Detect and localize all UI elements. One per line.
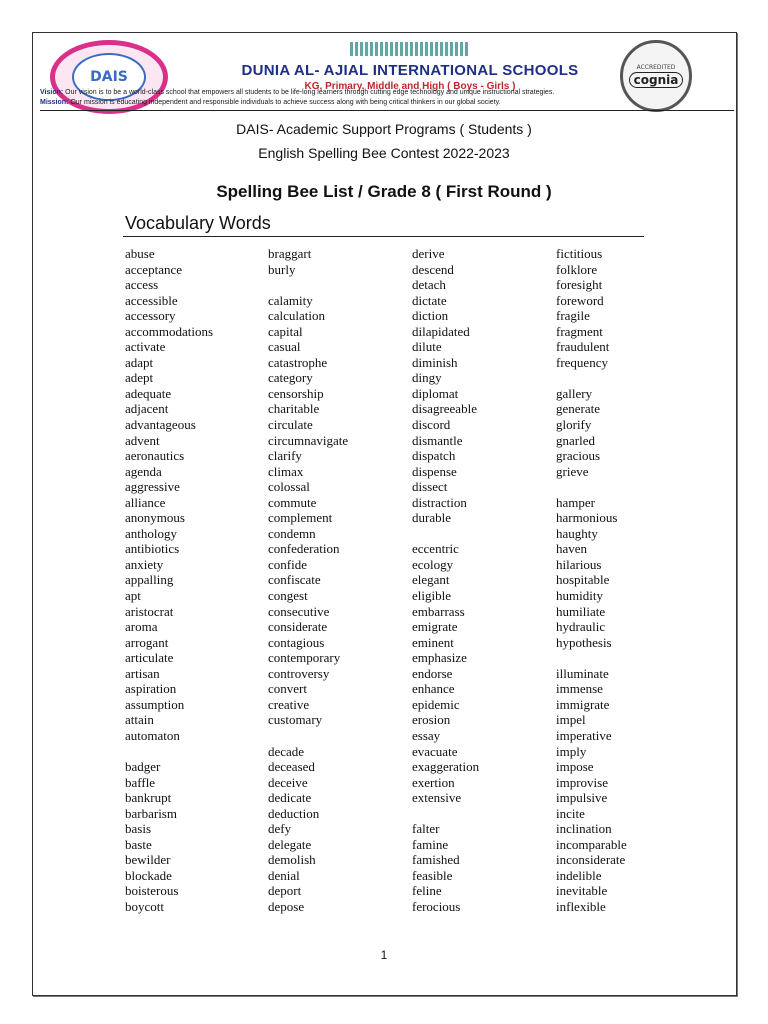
vocabulary-word: badger (125, 759, 161, 775)
vocabulary-word: activate (125, 339, 166, 355)
seal-brand: cognia (629, 72, 684, 88)
vocabulary-word: deceased (268, 759, 315, 775)
vocabulary-word: category (268, 370, 313, 386)
vocabulary-word: delegate (268, 836, 312, 852)
blank-line (125, 744, 265, 760)
vocabulary-word: adequate (125, 385, 172, 401)
vocabulary-word: famine (412, 836, 449, 852)
vocabulary-word: agenda (125, 463, 162, 479)
vocabulary-word: aspiration (125, 681, 177, 697)
program-title: DAIS- Academic Support Programs ( Students ) (236, 121, 532, 137)
vocabulary-word: dilute (412, 339, 442, 355)
blank-line (412, 526, 552, 542)
vocabulary-word: circulate (268, 417, 313, 433)
vocabulary-word: embarrass (412, 603, 465, 619)
vocabulary-word: depose (268, 898, 305, 914)
vocabulary-word: eligible (412, 588, 451, 604)
vocabulary-word: hospitable (556, 572, 610, 588)
vocabulary-word: convert (268, 681, 307, 697)
vocabulary-word: dispatch (412, 448, 456, 464)
vocabulary-word: ecology (412, 556, 454, 572)
vocabulary-word: apt (125, 588, 141, 604)
vocabulary-word: baffle (125, 774, 156, 790)
vocabulary-word: antibiotics (125, 541, 180, 557)
vocabulary-word: eminent (412, 634, 454, 650)
vocabulary-word: deduction (268, 805, 320, 821)
vocabulary-word: accessory (125, 308, 176, 324)
vocabulary-word: dismantle (412, 432, 463, 448)
vocabulary-word: hamper (556, 494, 595, 510)
vocabulary-word: epidemic (412, 696, 460, 712)
vocabulary-word: inconsiderate (556, 852, 626, 868)
vocabulary-word: inevitable (556, 883, 608, 899)
vocabulary-word: impulsive (556, 790, 608, 806)
school-title-block (190, 36, 630, 92)
vision-mission (40, 88, 734, 108)
vocabulary-word: falter (412, 821, 440, 837)
vocabulary-word: creative (268, 696, 310, 712)
header-divider (40, 110, 734, 111)
mission-line (40, 98, 734, 108)
word-column-2 (268, 246, 408, 915)
vocabulary-word: essay (412, 727, 441, 743)
vocabulary-word: decade (268, 743, 305, 759)
blank-line (268, 728, 408, 744)
vocabulary-word: detach (412, 277, 446, 293)
vocabulary-word: immense (556, 681, 603, 697)
vocabulary-word: defy (268, 821, 292, 837)
vocabulary-word: dilapidated (412, 323, 470, 339)
vocabulary-word: evacuate (412, 743, 458, 759)
vocabulary-word: advent (125, 432, 160, 448)
vision-label: Vision: (40, 89, 64, 96)
vocabulary-word: grieve (556, 463, 589, 479)
vocabulary-word: folklore (556, 261, 598, 277)
vocabulary-word: haughty (556, 525, 598, 541)
vocabulary-word: calculation (268, 308, 326, 324)
vocabulary-word: adept (125, 370, 154, 386)
vocabulary-word: incomparable (556, 836, 627, 852)
blank-line (556, 650, 696, 666)
vocabulary-word: emigrate (412, 619, 458, 635)
vocabulary-word: durable (412, 510, 451, 526)
vocabulary-word: arrogant (125, 634, 169, 650)
vocabulary-word: boisterous (125, 883, 179, 899)
blank-line (412, 806, 552, 822)
vocabulary-word: generate (556, 401, 601, 417)
seal-top-text: ACCREDITED (636, 63, 676, 71)
vocabulary-word: impose (556, 759, 594, 775)
vocabulary-word: calamity (268, 292, 313, 308)
vocabulary-word: anthology (125, 525, 177, 541)
vocabulary-word: contemporary (268, 650, 341, 666)
vocabulary-word: inclination (556, 821, 612, 837)
vocabulary-word: incite (556, 805, 585, 821)
vocabulary-word: access (125, 277, 159, 293)
vocabulary-word: basis (125, 821, 151, 837)
vocabulary-word: illuminate (556, 665, 609, 681)
vocabulary-word: colossal (268, 479, 310, 495)
vocabulary-word: derive (412, 246, 445, 261)
blank-line (556, 479, 696, 495)
page-number: 1 (380, 948, 388, 962)
vocabulary-word: hydraulic (556, 619, 606, 635)
vocabulary-word: attain (125, 712, 154, 728)
vocabulary-word: contagious (268, 634, 325, 650)
vocabulary-word: improvise (556, 774, 608, 790)
vocabulary-word: ferocious (412, 898, 461, 914)
vocabulary-word: denial (268, 867, 300, 883)
vocabulary-word: elegant (412, 572, 450, 588)
vocabulary-word: diminish (412, 354, 458, 370)
vocabulary-word: boycott (125, 898, 164, 914)
vocabulary-word: imply (556, 743, 587, 759)
vocabulary-word: climax (268, 463, 304, 479)
vocabulary-word: capital (268, 323, 303, 339)
vocabulary-word: humidity (556, 588, 603, 604)
vocabulary-word: distraction (412, 494, 467, 510)
vocabulary-word: abuse (125, 246, 155, 261)
vocabulary-word: descend (412, 261, 454, 277)
vocabulary-word: bewilder (125, 852, 171, 868)
vocabulary-word: circumnavigate (268, 432, 349, 448)
vocabulary-word: gnarled (556, 432, 595, 448)
vocabulary-word: charitable (268, 401, 320, 417)
section-divider (123, 236, 644, 237)
vocabulary-word: imperative (556, 727, 612, 743)
school-name: DUNIA AL- AJIAL INTERNATIONAL SCHOOLS (241, 62, 579, 79)
vocabulary-word: condemn (268, 525, 316, 541)
vocabulary-word: emphasize (412, 650, 467, 666)
vocabulary-word: braggart (268, 246, 312, 261)
vocabulary-word: aggressive (125, 479, 180, 495)
vocabulary-word: assumption (125, 696, 185, 712)
vocabulary-word: catastrophe (268, 354, 328, 370)
vocabulary-word: customary (268, 712, 323, 728)
vocabulary-word: fragment (556, 323, 603, 339)
vocabulary-word: exertion (412, 774, 455, 790)
list-title: Spelling Bee List / Grade 8 ( First Round ) (216, 182, 552, 201)
vocabulary-word: deport (268, 883, 302, 899)
vocabulary-word: accessible (125, 292, 178, 308)
vocabulary-word: adjacent (125, 401, 169, 417)
vocabulary-word: congest (268, 588, 308, 604)
word-column-4 (556, 246, 696, 915)
vocabulary-word: hilarious (556, 556, 602, 572)
vocabulary-word: fragile (556, 308, 590, 324)
vocabulary-word: considerate (268, 619, 328, 635)
vocabulary-word: inflexible (556, 898, 606, 914)
vocabulary-word: impel (556, 712, 586, 728)
vocabulary-word: advantageous (125, 417, 196, 433)
vision-line (40, 88, 734, 98)
vocabulary-word: consecutive (268, 603, 330, 619)
vocabulary-word: censorship (268, 385, 324, 401)
vocabulary-word: confide (268, 556, 307, 572)
vocabulary-word: deceive (268, 774, 308, 790)
vocabulary-word: fraudulent (556, 339, 610, 355)
vocabulary-word: confiscate (268, 572, 321, 588)
vocabulary-word: controversy (268, 665, 330, 681)
vocabulary-word: hypothesis (556, 634, 612, 650)
vocabulary-word: aroma (125, 619, 158, 635)
vocabulary-word: complement (268, 510, 333, 526)
vocabulary-word: enhance (412, 681, 455, 697)
vocabulary-word: foresight (556, 277, 603, 293)
blank-line (556, 370, 696, 386)
vocabulary-word: burly (268, 261, 296, 277)
vocabulary-word: accommodations (125, 323, 214, 339)
word-column-3 (412, 246, 552, 915)
vocabulary-word: diction (412, 308, 449, 324)
vocabulary-word: humiliate (556, 603, 606, 619)
word-column-1 (125, 246, 265, 915)
vocabulary-word: immigrate (556, 696, 610, 712)
vocabulary-word: glorify (556, 417, 592, 433)
vocabulary-word: anxiety (125, 556, 164, 572)
school-logo-emblem: DAIS (72, 53, 146, 101)
vocabulary-word: famished (412, 852, 460, 868)
vocabulary-word: anonymous (125, 510, 185, 526)
vocabulary-word: bankrupt (125, 790, 172, 806)
vocabulary-word: articulate (125, 650, 174, 666)
vocabulary-word: appalling (125, 572, 174, 588)
vocabulary-word: gracious (556, 448, 601, 464)
contest-title: English Spelling Bee Contest 2022-2023 (258, 145, 510, 161)
vocabulary-word: discord (412, 417, 451, 433)
vocabulary-word: foreword (556, 292, 604, 308)
vocabulary-word: adapt (125, 354, 154, 370)
vocabulary-word: feasible (412, 867, 453, 883)
vocabulary-word: dictate (412, 292, 447, 308)
vocabulary-word: baste (125, 836, 152, 852)
vocabulary-word: feline (412, 883, 442, 899)
vocabulary-word: blockade (125, 867, 172, 883)
vocabulary-word: endorse (412, 665, 453, 681)
vocabulary-word: disagreeable (412, 401, 477, 417)
vocabulary-word: fictitious (556, 246, 603, 261)
school-subtitle: KG, Primary, Middle and High ( Boys - Girls ) (304, 81, 516, 92)
vocabulary-word: gallery (556, 385, 593, 401)
vocabulary-word: barbarism (125, 805, 177, 821)
vocabulary-word: artisan (125, 665, 160, 681)
vocabulary-word: dispense (412, 463, 457, 479)
mission-text: Our mission is educating independent and responsible individuals to achieve success along with being critical thinkers in our global society. (68, 99, 501, 106)
section-title: Vocabulary Words (125, 213, 271, 233)
blank-line (268, 277, 408, 293)
vocabulary-word: acceptance (125, 261, 183, 277)
vocabulary-word: demolish (268, 852, 316, 868)
vocabulary-word: harmonious (556, 510, 618, 526)
arabic-calligraphy-icon (350, 42, 470, 56)
vision-text: Our vision is to be a world-class school that empowers all students to be life-long learners through cutting edge technology and unique instructional strategies. (63, 89, 555, 96)
vocabulary-word: dedicate (268, 790, 312, 806)
vocabulary-word: commute (268, 494, 317, 510)
vocabulary-word: diplomat (412, 385, 459, 401)
mission-label: Mission: (40, 99, 69, 106)
vocabulary-word: frequency (556, 354, 608, 370)
vocabulary-word: casual (268, 339, 301, 355)
vocabulary-word: eccentric (412, 541, 459, 557)
vocabulary-word: automaton (125, 727, 180, 743)
vocabulary-word: indelible (556, 867, 602, 883)
vocabulary-word: alliance (125, 494, 166, 510)
vocabulary-word: extensive (412, 790, 462, 806)
vocabulary-word: aristocrat (125, 603, 174, 619)
vocabulary-word: erosion (412, 712, 451, 728)
vocabulary-word: clarify (268, 448, 302, 464)
vocabulary-word: exaggeration (412, 759, 480, 775)
vocabulary-word: aeronautics (125, 448, 185, 464)
vocabulary-word: dissect (412, 479, 448, 495)
vocabulary-word: confederation (268, 541, 340, 557)
vocabulary-word: dingy (412, 370, 442, 386)
vocabulary-word: haven (556, 541, 588, 557)
